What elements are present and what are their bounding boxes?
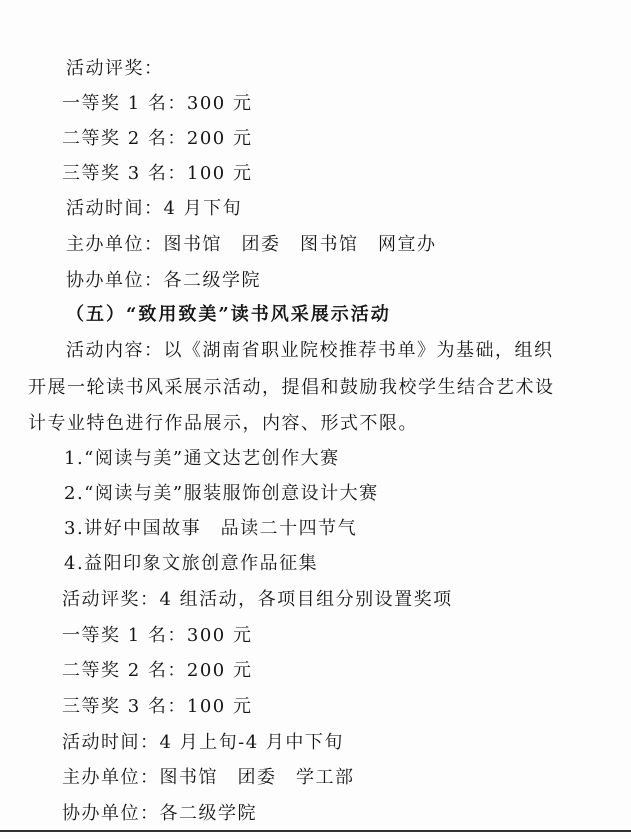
first-prize-1: 一等奖 1 名：300 元 — [62, 93, 253, 114]
list-item-1: 1.“阅读与美”通文达艺创作大赛 — [64, 448, 340, 469]
organizer-2: 主办单位：图书馆 团委 学工部 — [62, 767, 355, 788]
third-prize-2: 三等奖 3 名：100 元 — [62, 696, 253, 717]
activity-time-1: 活动时间：4 月下旬 — [66, 198, 243, 219]
first-prize-2: 一等奖 1 名：300 元 — [62, 625, 253, 646]
second-prize-1: 二等奖 2 名：200 元 — [62, 128, 253, 149]
award-label-2: 活动评奖：4 组活动，各项目组分别设置奖项 — [62, 589, 453, 610]
second-prize-2: 二等奖 2 名：200 元 — [62, 660, 253, 681]
list-item-2: 2.“阅读与美”服装服饰创意设计大赛 — [64, 483, 379, 504]
award-label-1: 活动评奖： — [66, 58, 164, 79]
activity-content-line-2: 开展一轮读书风采展示活动，提倡和鼓励我校学生结合艺术设 — [28, 377, 555, 398]
activity-content-line-1: 活动内容：以《湖南省职业院校推荐书单》为基础，组织 — [66, 340, 554, 361]
activity-time-2: 活动时间：4 月上旬-4 月中下旬 — [62, 732, 344, 753]
co-organizer-1: 协办单位：各二级学院 — [66, 270, 261, 291]
list-item-3: 3.讲好中国故事 品读二十四节气 — [64, 518, 358, 539]
page-bottom-edge — [0, 830, 631, 832]
organizer-1: 主办单位：图书馆 团委 图书馆 网宣办 — [66, 234, 437, 255]
co-organizer-2: 协办单位：各二级学院 — [62, 803, 257, 824]
list-item-4: 4.益阳印象文旅创意作品征集 — [64, 553, 319, 574]
section-heading-5: （五）“致用致美”读书风采展示活动 — [66, 304, 391, 325]
third-prize-1: 三等奖 3 名：100 元 — [62, 163, 253, 184]
activity-content-line-3: 计专业特色进行作品展示，内容、形式不限。 — [28, 413, 418, 434]
